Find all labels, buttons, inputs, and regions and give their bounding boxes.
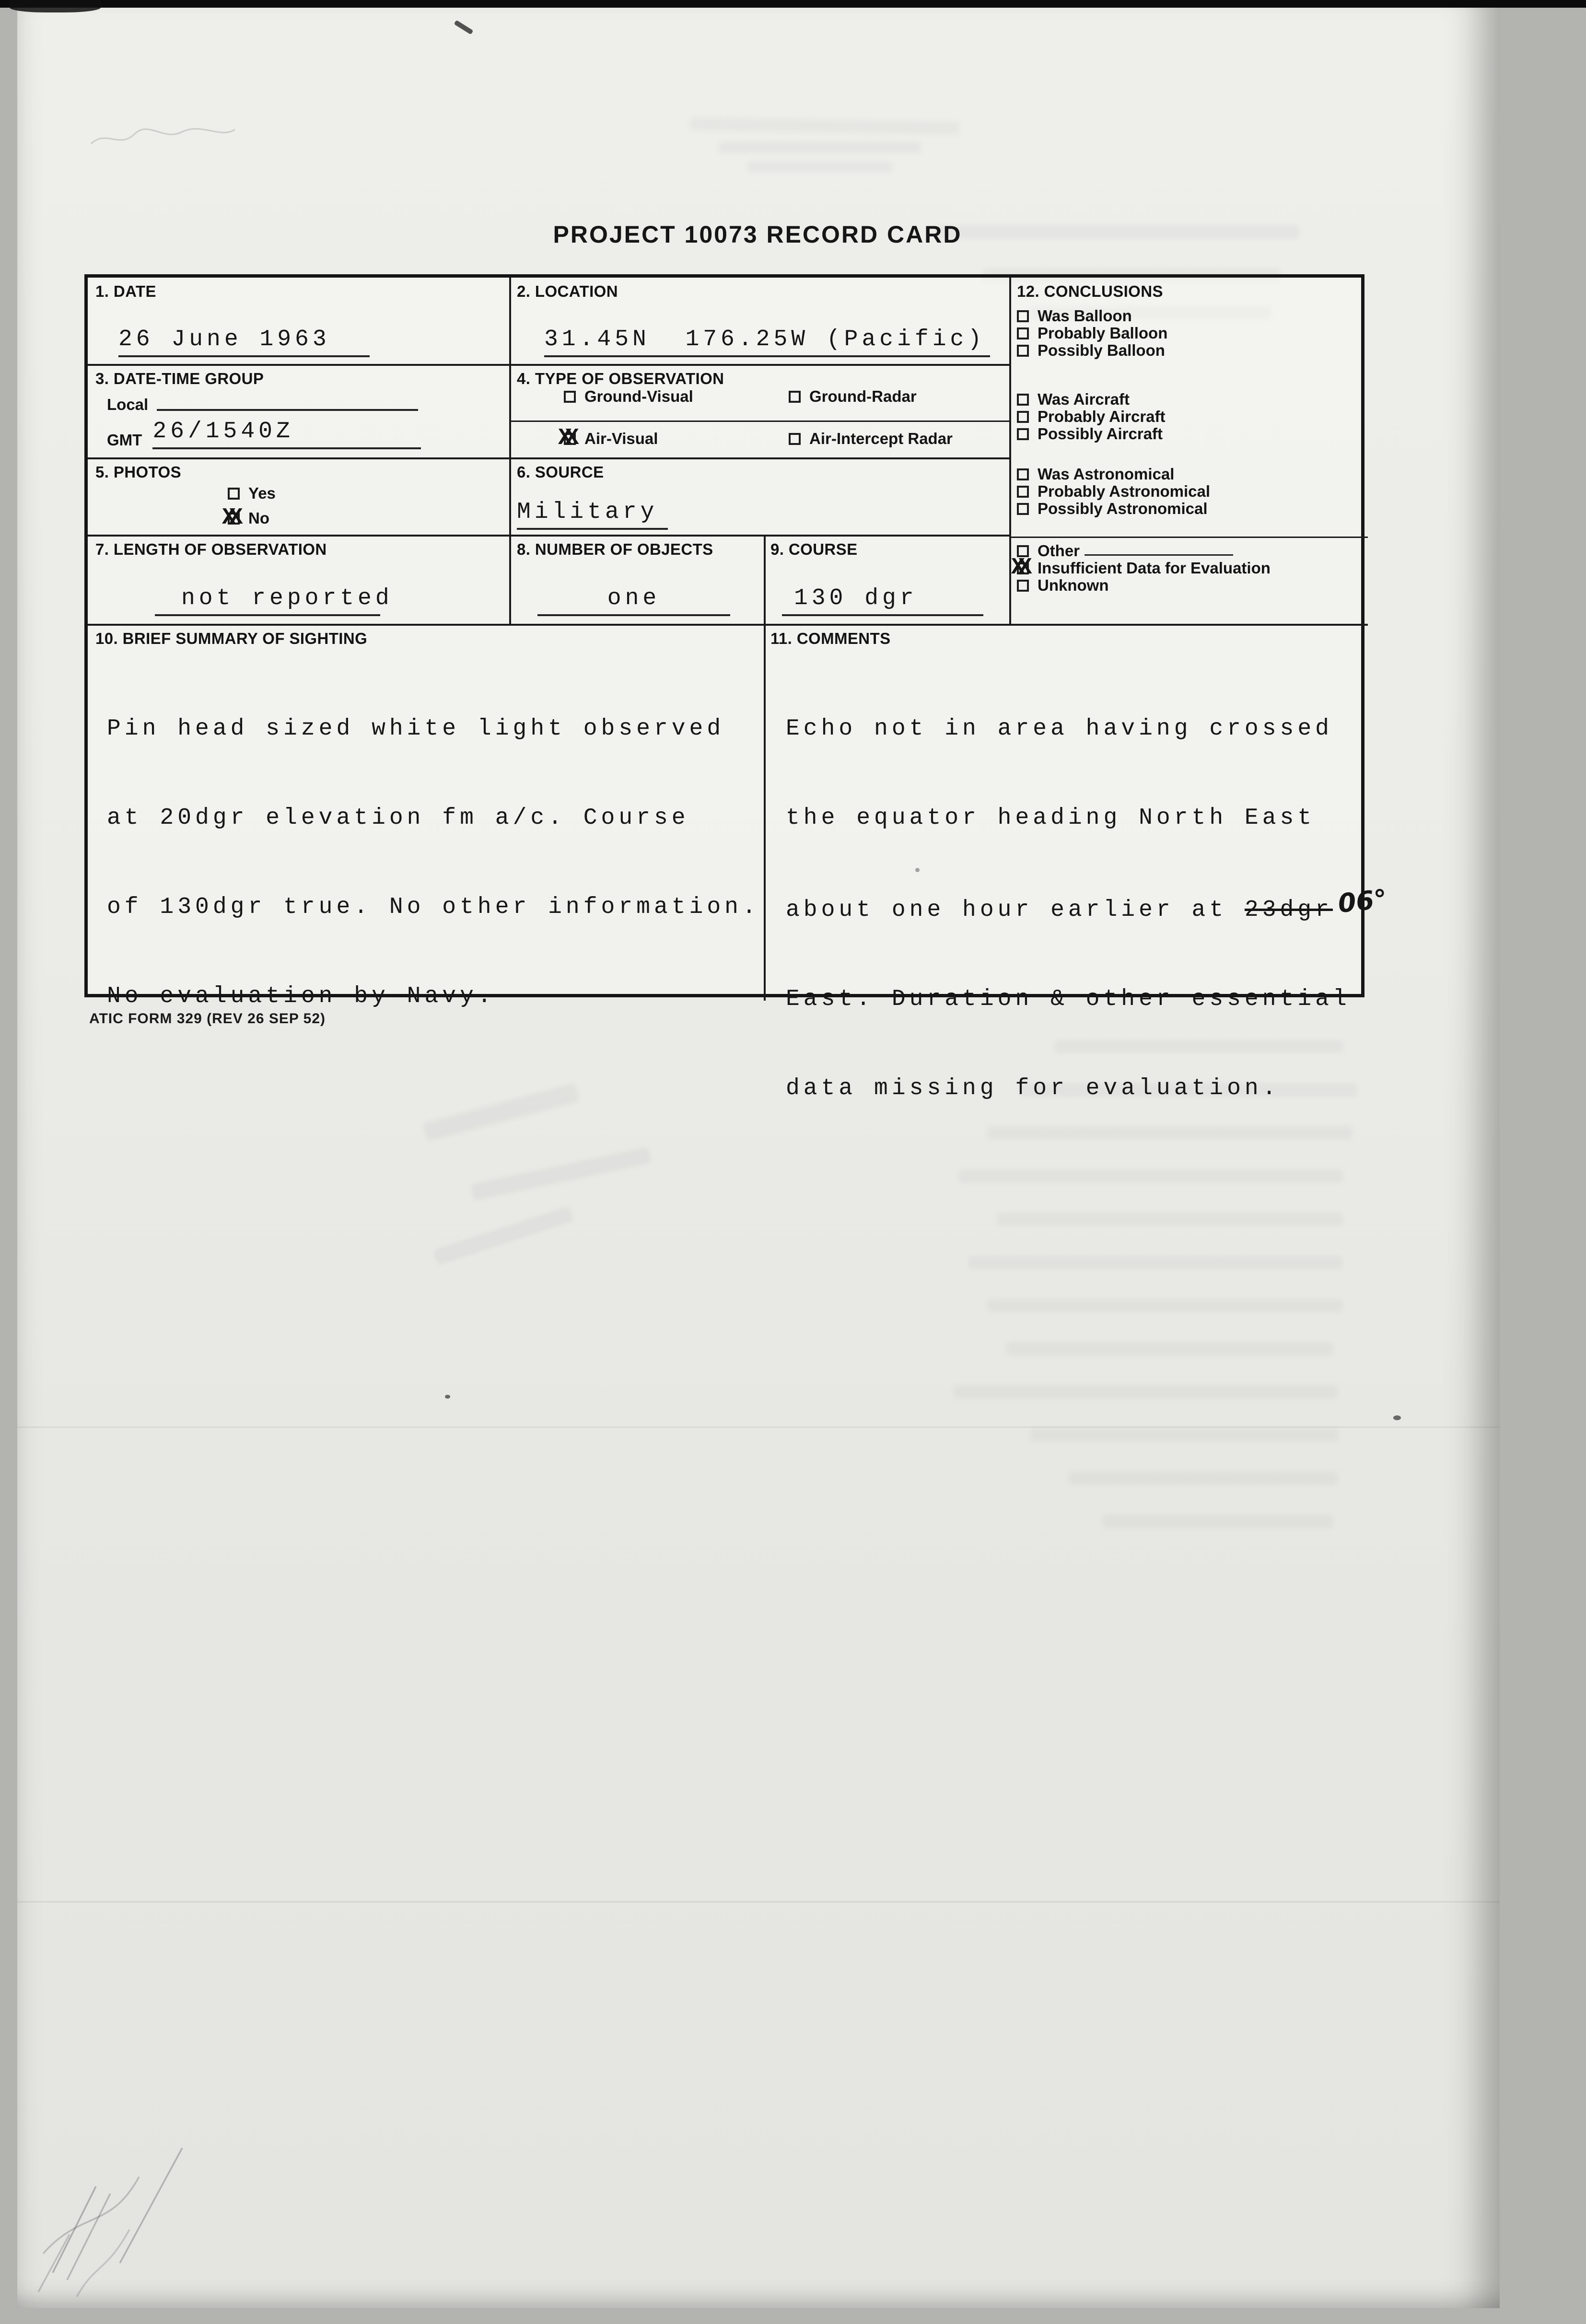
- air-intercept-radar-label: Air-Intercept Radar: [809, 430, 953, 447]
- possibly-astronomical-label: Possibly Astronomical: [1038, 500, 1208, 517]
- conclusion-row: [1011, 554, 1271, 581]
- location-label: 2. LOCATION: [517, 282, 618, 300]
- probably-aircraft-label: Probably Aircraft: [1038, 408, 1166, 425]
- summary-line: No evaluation by Navy.: [107, 983, 495, 1009]
- card-grid-line: [509, 420, 1009, 422]
- conclusion-row: [1017, 391, 1130, 408]
- possibly-balloon-checkbox: [1017, 345, 1029, 357]
- insufficient-data-checkbox-mark: XX: [1011, 554, 1026, 581]
- comments-struck-text: 23dgr: [1244, 897, 1333, 923]
- unknown-label: Unknown: [1038, 576, 1109, 594]
- air-visual-checkbox-mark: XX: [558, 425, 572, 451]
- course-value: 130 dgr: [782, 584, 983, 616]
- photos-no-checkbox-mark: XX: [222, 504, 236, 531]
- card-grid-line: [1009, 537, 1368, 538]
- was-astronomical-label: Was Astronomical: [1038, 465, 1175, 483]
- source-label: 6. SOURCE: [517, 463, 604, 481]
- handwritten-correction: 06°: [1336, 883, 1388, 919]
- card-grid-line: [509, 278, 511, 624]
- card-grid-line: [88, 535, 1009, 537]
- probably-astronomical-label: Probably Astronomical: [1038, 482, 1211, 500]
- photos-label: 5. PHOTOS: [95, 463, 182, 481]
- photos-yes-row: [228, 485, 276, 502]
- bleedthrough-mark: [988, 1299, 1342, 1312]
- pencil-scribble: [24, 2004, 225, 2301]
- paper-seam: [17, 1426, 1500, 1428]
- insufficient-data-label: Insufficient Data for Evaluation: [1038, 559, 1271, 577]
- gmt-label: GMT: [107, 431, 142, 449]
- number-of-objects-value: one: [537, 584, 730, 616]
- number-of-objects-label: 8. NUMBER OF OBJECTS: [517, 540, 713, 558]
- conclusion-row: [1017, 542, 1233, 560]
- photos-no-row: [222, 504, 269, 531]
- card-grid-line: [88, 457, 1009, 459]
- comments-line: East. Duration & other essential: [786, 986, 1351, 1012]
- summary-line: Pin head sized white light observed: [107, 716, 725, 742]
- card-grid-line: [88, 624, 1368, 626]
- bleedthrough-mark: [959, 1170, 1342, 1182]
- conclusion-row: [1017, 425, 1163, 443]
- pencil-scribble: [86, 115, 240, 158]
- comments-line: data missing for evaluation.: [786, 1075, 1280, 1101]
- length-of-observation-value: not reported: [155, 584, 380, 616]
- other-label: Other: [1038, 542, 1080, 560]
- bleedthrough-mark: [954, 1386, 1338, 1398]
- gmt-value: 26/1540Z: [152, 417, 421, 449]
- gmt-time-row: [107, 419, 421, 449]
- conclusion-row: [1017, 408, 1166, 425]
- unknown-checkbox: [1017, 580, 1029, 592]
- summary-line: at 20dgr elevation fm a/c. Course: [107, 805, 689, 831]
- date-value: 26 June 1963: [118, 325, 370, 357]
- was-astronomical-checkbox: [1017, 468, 1029, 480]
- document-title: PROJECT 10073 RECORD CARD: [553, 221, 962, 248]
- scan-speck: [445, 1395, 450, 1399]
- other-value-blank: [1085, 554, 1233, 556]
- air-visual-row: [558, 425, 658, 451]
- form-number: ATIC FORM 329 (REV 26 SEP 52): [89, 1011, 326, 1027]
- air-visual-label: Air-Visual: [584, 430, 658, 447]
- comments-text: [786, 654, 1390, 1163]
- was-aircraft-checkbox: [1017, 394, 1029, 406]
- card-grid-line: [88, 364, 1009, 366]
- bleedthrough-mark: [1069, 1472, 1338, 1484]
- possibly-aircraft-checkbox: [1017, 428, 1029, 440]
- was-aircraft-label: Was Aircraft: [1038, 390, 1130, 408]
- comments-line: [786, 883, 1390, 925]
- photos-no-label: No: [248, 509, 269, 527]
- comments-label: 11. COMMENTS: [770, 630, 891, 647]
- ground-visual-checkbox: [564, 391, 576, 403]
- brief-summary-label: 10. BRIEF SUMMARY OF SIGHTING: [95, 630, 368, 647]
- date-time-group-label: 3. DATE-TIME GROUP: [95, 370, 264, 387]
- probably-balloon-label: Probably Balloon: [1038, 324, 1168, 342]
- probably-balloon-checkbox: [1017, 327, 1029, 339]
- scan-speck: [1393, 1415, 1401, 1420]
- conclusion-row: [1017, 307, 1132, 325]
- probably-aircraft-checkbox: [1017, 411, 1029, 423]
- local-time-row: [107, 397, 418, 414]
- course-label: 9. COURSE: [770, 540, 858, 558]
- photos-yes-label: Yes: [248, 484, 276, 502]
- ground-radar-checkbox: [789, 391, 801, 403]
- bleedthrough-mark: [1103, 1515, 1333, 1528]
- bleedthrough-mark: [1007, 1343, 1333, 1355]
- conclusion-row: [1017, 466, 1174, 483]
- type-of-observation-label: 4. TYPE OF OBSERVATION: [517, 370, 724, 387]
- conclusion-row: [1017, 342, 1165, 359]
- brief-summary-text: [107, 654, 759, 1071]
- conclusions-label: 12. CONCLUSIONS: [1017, 282, 1163, 300]
- scan-edge-top: [0, 0, 1586, 8]
- air-intercept-radar-checkbox: [789, 433, 801, 445]
- comments-line: the equator heading North East: [786, 805, 1316, 831]
- photos-yes-checkbox: [228, 488, 240, 500]
- conclusion-row: [1017, 500, 1208, 517]
- local-label: Local: [107, 396, 149, 413]
- bleedthrough-mark: [968, 1256, 1342, 1269]
- ground-visual-label: Ground-Visual: [584, 387, 693, 405]
- bleedthrough-mark: [748, 162, 892, 172]
- length-of-observation-label: 7. LENGTH OF OBSERVATION: [95, 540, 327, 558]
- source-value: Military: [517, 497, 668, 530]
- conclusion-row: [1017, 325, 1167, 342]
- ground-visual-row: [564, 388, 693, 405]
- comments-line: Echo not in area having crossed: [786, 716, 1333, 742]
- summary-line: of 130dgr true. No other information.: [107, 894, 760, 920]
- card-grid-line: [764, 535, 766, 1001]
- scan-blemish: [10, 0, 101, 12]
- probably-astronomical-checkbox: [1017, 486, 1029, 498]
- conclusion-row: [1017, 577, 1108, 594]
- was-balloon-checkbox: [1017, 310, 1029, 322]
- possibly-aircraft-label: Possibly Aircraft: [1038, 425, 1163, 443]
- ground-radar-label: Ground-Radar: [809, 387, 917, 405]
- ground-radar-row: [789, 388, 917, 405]
- comments-line3-text: about one hour earlier at: [786, 897, 1245, 923]
- local-value-blank: [157, 409, 418, 411]
- paper-seam: [17, 1901, 1500, 1903]
- bleedthrough-mark: [719, 142, 921, 152]
- bleedthrough-mark: [997, 1213, 1342, 1226]
- location-value: 31.45N 176.25W (Pacific): [544, 325, 990, 357]
- possibly-astronomical-checkbox: [1017, 503, 1029, 515]
- air-intercept-radar-row: [789, 430, 953, 447]
- date-label: 1. DATE: [95, 282, 156, 300]
- possibly-balloon-label: Possibly Balloon: [1038, 341, 1165, 359]
- conclusion-row: [1017, 483, 1210, 500]
- was-balloon-label: Was Balloon: [1038, 307, 1132, 325]
- bleedthrough-mark: [1031, 1429, 1338, 1441]
